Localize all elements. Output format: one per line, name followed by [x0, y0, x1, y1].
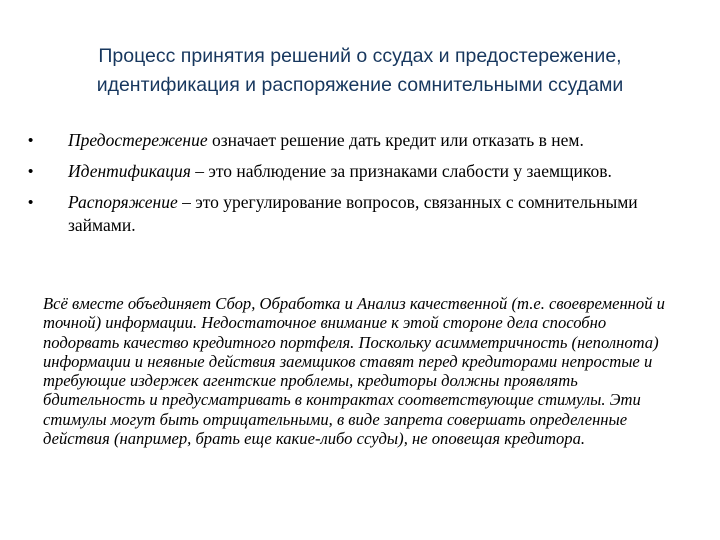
- bullet-term: Идентификация: [68, 161, 191, 181]
- slide-title: [40, 42, 680, 100]
- bullet-text: – это наблюдение за признаками слабости у заемщиков.: [190, 161, 612, 181]
- bullet-item-forewarning: [20, 129, 680, 152]
- bullet-term: Предостережение: [68, 130, 208, 150]
- bullet-dot-icon: •: [28, 163, 34, 180]
- bullet-dot-icon: •: [28, 132, 34, 149]
- bullet-item-disposition: [20, 191, 680, 237]
- bullet-term: Распоряжение: [68, 192, 178, 212]
- title-line-1: Процесс принятия решений о ссудах и предостережение,: [98, 45, 622, 67]
- bullet-text: означает решение дать кредит или отказать в нем.: [207, 130, 584, 150]
- title-line-2: идентификация и распоряжение сомнительными ссудами: [96, 74, 624, 96]
- body-paragraph: Всё вместе объединяет Сбор, Обработка и Анализ качественной (т.е. своевременной и точной) информации. Недостаточное внимание к этой стороне дела способно подорвать качество кредитного портфеля. Поскольку асимметричность (неполнота) информации и неявные действия заемщиков ставят перед кредиторами непростые и требующие издержек агентские проблемы, кредиторы должны проявлять бдительность и предусматривать в контрактах соответствующие стимулы. Эти стимулы могут быть отрицательными, в виде запрета совершать определенные действия (например, брать еще какие-либо ссуды), не оповещая кредитора.: [43, 294, 665, 449]
- bullet-text: – это урегулирование вопросов, связанных с сомнительными займами.: [68, 192, 638, 235]
- bullet-list: [20, 129, 680, 245]
- bullet-dot-icon: •: [28, 194, 34, 211]
- bullet-item-identification: [20, 160, 680, 183]
